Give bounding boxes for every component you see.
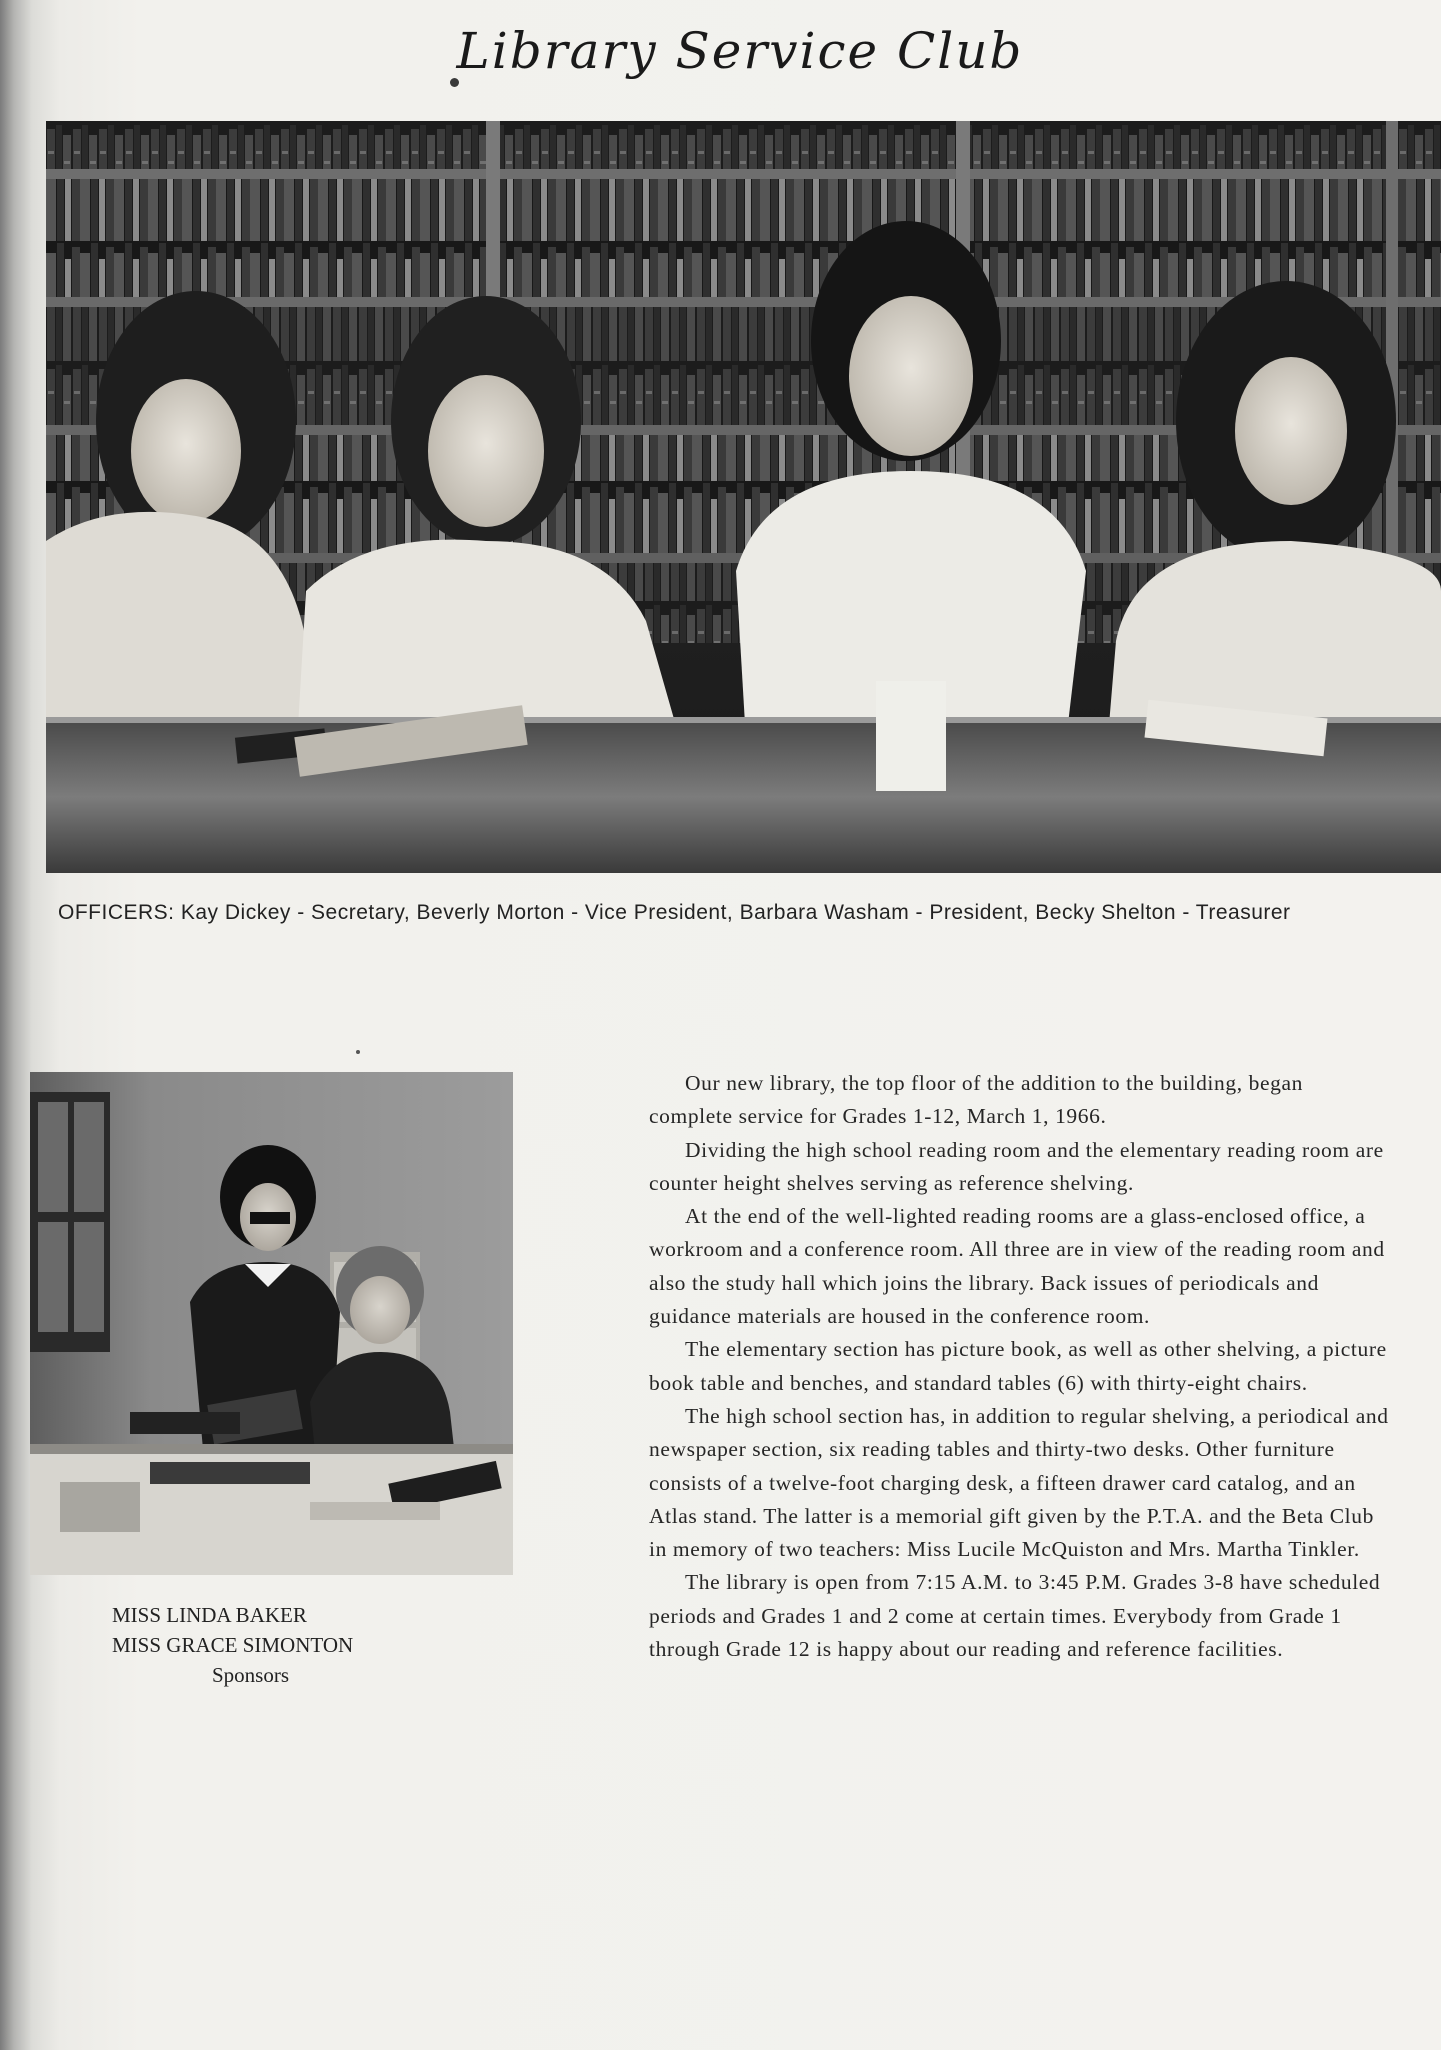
sponsor-name-2: MISS GRACE SIMONTON <box>112 1633 354 1657</box>
article-paragraph-2: Dividing the high school reading room and the elementary reading room are counter height shelves serving as reference shelving. <box>649 1137 1384 1195</box>
article-paragraph-1: Our new library, the top floor of the addition to the building, began complete service for Grades 1-12, March 1, 1966. <box>649 1071 1303 1129</box>
sponsors-photo <box>30 1072 513 1575</box>
article-paragraph-6: The library is open from 7:15 A.M. to 3:45 P.M. Grades 3-8 have scheduled periods and Grades 1 and 2 come at certain times. Everybody from Grade 1 through Grade 12 is happy about our reading and reference facilities. <box>649 1570 1381 1662</box>
officers-photo-illustration <box>46 121 1441 873</box>
officers-photo <box>46 121 1441 873</box>
article-paragraph-4: The elementary section has picture book, as well as other shelving, a picture book table and benches, and standard tables (6) with thirty-eight chairs. <box>649 1337 1387 1395</box>
page-title: Library Service Club <box>456 22 1024 80</box>
article-paragraph-5: The high school section has, in addition to regular shelving, a periodical and newspaper section, six reading tables and thirty-two desks. Other furniture consists of a twelve-foot charging desk, a fifteen drawer card catalog, and an Atlas stand. The latter is a memorial gift given by the P.T.A. and the Beta Club in memory of two teachers: Miss Lucile McQuiston and Mrs. Martha Tinkler. <box>649 1403 1389 1562</box>
library-article <box>649 1067 1389 1666</box>
sponsors-caption <box>100 1600 430 1690</box>
sponsors-photo-illustration <box>30 1072 513 1575</box>
print-speck <box>356 1050 360 1054</box>
sponsors-role: Sponsors <box>212 1663 290 1687</box>
officers-caption <box>58 898 1428 927</box>
officers-caption-label: OFFICERS: <box>58 901 175 924</box>
article-paragraph-3: At the end of the well-lighted reading rooms are a glass-enclosed office, a workroom and a conference room. All three are in view of the reading room and also the study hall which joins the library. Back issues of periodicals and guidance materials are housed in the conference room. <box>649 1204 1385 1329</box>
officers-caption-text: Kay Dickey - Secretary, Beverly Morton - Vice President, Barbara Washam - President, Becky Shelton - Treasurer <box>180 901 1291 924</box>
sponsor-name-1: MISS LINDA BAKER <box>112 1603 307 1627</box>
